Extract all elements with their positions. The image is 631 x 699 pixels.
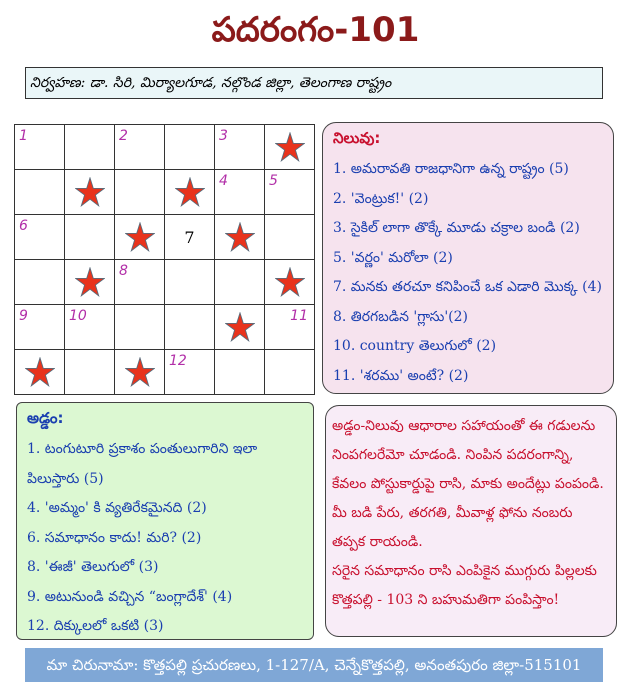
grid-cell[interactable] bbox=[15, 215, 65, 260]
cell-number: 2 bbox=[119, 128, 128, 144]
across-clues-panel bbox=[16, 402, 314, 640]
grid-cell bbox=[115, 215, 165, 260]
cell-number: 5 bbox=[269, 173, 278, 189]
down-clues-panel bbox=[322, 122, 614, 394]
star-icon bbox=[125, 222, 155, 252]
credit-line: నిర్వహణ: డా. సిరి, మిర్యాలగూడ, నల్గొండ జిల్లా, తెలంగాణ రాష్ట్రం bbox=[25, 67, 603, 99]
grid-cell[interactable] bbox=[65, 125, 115, 170]
grid-cell[interactable] bbox=[265, 215, 315, 260]
down-heading: నిలువు: bbox=[333, 129, 381, 147]
grid-cell[interactable] bbox=[15, 260, 65, 305]
star-icon bbox=[275, 132, 305, 162]
clue-item: 8. 'ఈజీ' తెలుగులో (3) bbox=[27, 559, 159, 575]
prize-text: సరైన సమాధానం రాసి ఎంపికైన ముగ్గురు పిల్లలకు కొత్తపల్లి - 103 ని బహుమతిగా పంపిస్తాం! bbox=[332, 563, 597, 608]
cell-number: 6 bbox=[19, 218, 28, 234]
cell-number: 8 bbox=[119, 263, 128, 279]
grid-cell bbox=[265, 260, 315, 305]
clue-item: 7. మనకు తరచూ కనిపించే ఒక ఎడారి మొక్క (4) bbox=[333, 279, 602, 295]
cell-number: 4 bbox=[219, 173, 228, 189]
grid-cell bbox=[165, 170, 215, 215]
clue-item: 1. టంగుటూరి ప్రకాశం పంతులుగారిని ఇలా పిలుస్తారు (5) bbox=[27, 441, 258, 487]
grid-cell[interactable] bbox=[165, 125, 215, 170]
star-icon bbox=[225, 312, 255, 342]
cell-number: 11 bbox=[290, 308, 308, 324]
grid-cell[interactable] bbox=[165, 350, 215, 395]
grid-cell[interactable] bbox=[265, 170, 315, 215]
grid-cell[interactable] bbox=[65, 215, 115, 260]
grid-cell[interactable] bbox=[15, 125, 65, 170]
grid-cell[interactable] bbox=[165, 215, 215, 260]
clue-item: 3. సైకిల్ లాగా తొక్కే మూడు చక్రాల బండి (2) bbox=[333, 220, 580, 236]
grid-cell[interactable] bbox=[115, 305, 165, 350]
instructions-panel bbox=[325, 405, 617, 637]
grid-cell bbox=[15, 350, 65, 395]
star-icon bbox=[25, 357, 55, 387]
star-icon bbox=[225, 222, 255, 252]
grid-cell[interactable] bbox=[115, 125, 165, 170]
grid-cell bbox=[65, 260, 115, 305]
grid-cell bbox=[65, 170, 115, 215]
grid-cell bbox=[215, 215, 265, 260]
clue-item: 2. 'వెంట్రుక!' (2) bbox=[333, 190, 429, 207]
cell-number: 3 bbox=[219, 128, 228, 144]
grid-cell[interactable] bbox=[165, 305, 215, 350]
crossword-grid bbox=[14, 124, 315, 395]
cell-number: 12 bbox=[169, 353, 187, 369]
clue-item: 9. అటునుండి వచ్చిన “బంగ్లాదేశ్' (4) bbox=[27, 588, 233, 605]
grid-cell[interactable] bbox=[215, 170, 265, 215]
clue-item: 12. దిక్కులలో ఒకటి (3) bbox=[27, 618, 164, 634]
cell-letter: 7 bbox=[184, 227, 195, 247]
grid-cell[interactable] bbox=[215, 260, 265, 305]
cell-number: 1 bbox=[19, 128, 28, 144]
grid-cell[interactable] bbox=[265, 350, 315, 395]
clue-item: 4. 'అమ్మం' కి వ్యతిరేకమైనది (2) bbox=[27, 500, 207, 516]
across-heading: అడ్డం: bbox=[27, 409, 64, 427]
page-title: పదరంగం-101 bbox=[211, 10, 420, 50]
instructions-text: అడ్డం-నిలువు ఆధారాల సహాయంతో ఈ గడులను నింపగలరేమో చూడండి. నింపిన పదరంగాన్ని, కేవలం పోస్టుకార్డుపై రాసి, మాకు అందేట్లు పంపండి. మీ బడి పేరు, తరగతి, మీవాళ్ల ఫోను నంబరు తప్పక రాయండి. bbox=[332, 418, 604, 550]
grid-cell[interactable] bbox=[65, 350, 115, 395]
grid-cell[interactable] bbox=[215, 350, 265, 395]
grid-cell bbox=[215, 305, 265, 350]
grid-row bbox=[15, 215, 315, 260]
clue-item: 11. 'శరము' అంటే? (2) bbox=[333, 367, 469, 384]
star-icon bbox=[75, 177, 105, 207]
star-icon bbox=[275, 267, 305, 297]
grid-cell[interactable] bbox=[265, 305, 315, 350]
grid-row bbox=[15, 305, 315, 350]
clue-item: 6. సమాధానం కాదు! మరి? (2) bbox=[27, 529, 202, 546]
grid-row bbox=[15, 170, 315, 215]
grid-cell bbox=[115, 350, 165, 395]
star-icon bbox=[125, 357, 155, 387]
cell-number: 10 bbox=[69, 308, 87, 324]
grid-row bbox=[15, 350, 315, 395]
grid-cell[interactable] bbox=[15, 170, 65, 215]
star-icon bbox=[75, 267, 105, 297]
clue-item: 10. country తెలుగులో (2) bbox=[333, 338, 497, 354]
grid-cell[interactable] bbox=[165, 260, 215, 305]
grid-cell[interactable] bbox=[215, 125, 265, 170]
grid-row bbox=[15, 260, 315, 305]
clue-item: 5. 'వర్ణం' మరోలా (2) bbox=[333, 249, 453, 266]
grid-cell[interactable] bbox=[115, 260, 165, 305]
grid-cell[interactable] bbox=[15, 305, 65, 350]
clue-item: 1. అమరావతి రాజధానిగా ఉన్న రాష్ట్రం (5) bbox=[333, 161, 569, 177]
clue-item: 8. తిరగబడిన 'గ్లాసు'(2) bbox=[333, 308, 469, 325]
grid-cell[interactable] bbox=[115, 170, 165, 215]
address-footer: మా చిరునామా: కొత్తపల్లి ప్రచురణలు, 1-127/A, చెన్నేకొత్తపల్లి, అనంతపురం జిల్లా-515101 bbox=[25, 648, 603, 682]
grid-cell[interactable] bbox=[65, 305, 115, 350]
star-icon bbox=[175, 177, 205, 207]
grid-cell bbox=[265, 125, 315, 170]
grid-row bbox=[15, 125, 315, 170]
cell-number: 9 bbox=[19, 308, 28, 324]
